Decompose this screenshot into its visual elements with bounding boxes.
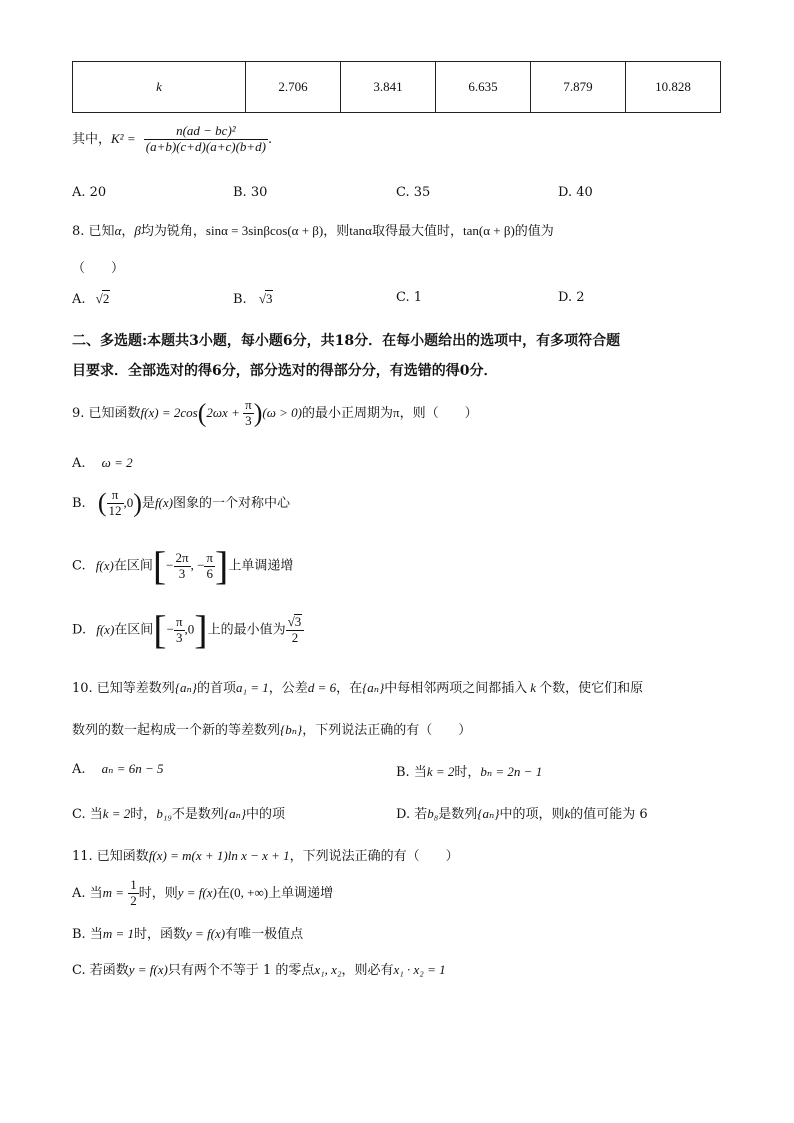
option-text: 时， xyxy=(454,765,481,780)
formula-suffix: . xyxy=(268,131,273,147)
table-cell: 6.635 xyxy=(436,62,531,113)
q11-text: ，下列说法正确的有（ ） xyxy=(289,849,459,864)
frac-den: 2 xyxy=(130,892,137,908)
option-text: 在区间 xyxy=(113,558,153,574)
section-heading-cont: 目要求．全部选对的得6分，部分选对的得部分分，有选错的得0分． xyxy=(72,363,498,379)
q9-inner: 2ωx + xyxy=(206,404,244,420)
option-text: 上的最小值为 xyxy=(207,622,286,638)
option-math: ω = 2 xyxy=(101,455,133,470)
q9-text: 9. 已知函数 xyxy=(72,405,141,421)
q8-answer-paren: （ ） xyxy=(72,261,125,276)
table-cell: 3.841 xyxy=(341,62,436,113)
q8-option-c: C. 1 xyxy=(396,290,423,305)
option-math: k = 2 xyxy=(102,806,131,821)
option-text: ，则必有 xyxy=(341,963,394,978)
q8-option-a xyxy=(72,290,110,307)
option-math: x₁, x₂ xyxy=(314,962,342,977)
q8-text: 取得最大值时， xyxy=(371,224,463,239)
q8-tan: tanα xyxy=(349,223,372,238)
q10-text: 数列的数一起构成一个新的等差数列 xyxy=(72,723,281,738)
q10-text: 的首项 xyxy=(196,681,236,696)
q10-option-b xyxy=(396,761,542,780)
q8-text: 的值为 xyxy=(514,224,554,239)
sqrt-radicand: 3 xyxy=(294,614,302,630)
frac-den: 12 xyxy=(108,502,122,518)
q11-option-b xyxy=(72,923,303,942)
formula-lhs: K² = xyxy=(111,130,136,146)
option-math: k xyxy=(564,806,571,821)
q7-option-a: A. 20 xyxy=(72,185,107,200)
option-math: k = 2 xyxy=(426,764,455,779)
option-text: 在 xyxy=(216,885,230,901)
q8-option-label: B. xyxy=(233,292,247,307)
section-heading: 二、多选题:本题共3小题，每小题6分，共18分．在每小题给出的选项中，有多项符合题 xyxy=(72,333,621,349)
q11-stem xyxy=(72,845,459,864)
option-math: ,0 xyxy=(184,621,195,637)
q10-math: a₁ = 1 xyxy=(236,680,269,695)
q10-math: k xyxy=(530,680,537,695)
one-half xyxy=(128,878,139,909)
option-text: 时， xyxy=(130,807,157,822)
q8-beta: β xyxy=(134,223,141,238)
frac-num: π xyxy=(175,613,183,629)
option-text: 上单调递增 xyxy=(228,558,294,574)
option-text: 有唯一极值点 xyxy=(225,927,304,942)
critical-value-table xyxy=(72,61,721,113)
option-math: ,0 xyxy=(123,494,134,510)
q8-text: ，则 xyxy=(323,224,350,239)
sqrt-radicand: 2 xyxy=(102,291,110,306)
option-math: f(x) xyxy=(96,621,115,637)
option-label: D. xyxy=(72,622,87,638)
option-label: A. xyxy=(72,762,86,777)
option-math: y = f(x) xyxy=(177,884,217,900)
option-text: 时，函数 xyxy=(134,927,187,942)
q10-math: {aₙ} xyxy=(174,680,197,695)
q10-stem-line2 xyxy=(72,719,471,738)
option-text: 是数列 xyxy=(438,807,478,822)
frac-den: 6 xyxy=(204,566,215,582)
q11-text: 11. 已知函数 xyxy=(72,849,149,864)
frac-num: 2π xyxy=(175,549,189,565)
q8-stem xyxy=(72,220,554,239)
q8-equation: sinα = 3sinβcos(α + β) xyxy=(205,223,324,238)
q9-text: 的最小正周期为 xyxy=(301,405,393,421)
q9-pi: π xyxy=(392,404,400,420)
q9-condition: (ω > 0) xyxy=(262,404,302,420)
q10-text: ，公差 xyxy=(268,681,308,696)
q7-option-c: C. 35 xyxy=(396,185,431,200)
q7-option-d: D. 40 xyxy=(558,185,593,200)
option-label: C. xyxy=(72,558,86,574)
frac-num: π xyxy=(111,487,119,502)
option-label: C. 若函数 xyxy=(72,963,129,978)
q10-option-c xyxy=(72,803,285,822)
q9-function: f(x) = 2cos xyxy=(140,404,198,420)
option-text: 只有两个不等于 1 的零点 xyxy=(167,963,315,978)
q10-option-a xyxy=(72,761,164,777)
q8-number: 8. xyxy=(72,224,85,239)
q9-option-d: D. f(x)在区间[− $\frac{\pi}{3}$ ,0]上的最小值为 $\frac{√3}{2}$ xyxy=(72,612,304,648)
option-label: D. 若 xyxy=(396,807,428,822)
q10-text: 10. 已知等差数列 xyxy=(72,681,175,696)
formula-numerator: n(ad − bc)² xyxy=(176,123,236,138)
interval-lower xyxy=(174,551,191,582)
q11-function: f(x) = m(x + 1)ln x − x + 1 xyxy=(148,848,290,863)
option-math: f(x) xyxy=(95,557,114,573)
min-value-fraction: $\frac{√3}{2}$ xyxy=(286,614,305,646)
option-math: aₙ = 6n − 5 xyxy=(101,761,164,776)
option-math: b₁₉ xyxy=(156,806,172,821)
q10-stem-line1 xyxy=(72,677,643,696)
q10-math: {bₙ} xyxy=(280,722,303,737)
option-math: (0, +∞) xyxy=(229,884,269,900)
frac-num: π xyxy=(206,549,213,565)
q7-option-b: B. 30 xyxy=(233,185,268,200)
option-math: {aₙ} xyxy=(477,806,500,821)
q10-option-d xyxy=(396,803,648,822)
formula-prefix: 其中， xyxy=(72,131,112,147)
option-text: 中的项，则 xyxy=(499,807,565,822)
interval-upper xyxy=(204,551,215,582)
option-text: 不是数列 xyxy=(171,807,224,822)
table-cell: 7.879 xyxy=(531,62,626,113)
q8-tan-sum: tan(α + β) xyxy=(462,223,515,238)
option-label: A. 当 xyxy=(72,885,103,901)
table-cell-k: k xyxy=(73,62,246,113)
q11-option-c xyxy=(72,959,446,978)
option-text: 中的项 xyxy=(246,807,286,822)
q9-text: ，则（ ） xyxy=(399,405,478,421)
option-text: 的值可能为 6 xyxy=(570,807,648,822)
q8-option-b xyxy=(233,290,273,307)
option-text: 图象的一个对称中心 xyxy=(172,495,290,511)
option-math: y = f(x) xyxy=(186,926,226,941)
frac-num: π xyxy=(245,397,252,412)
q10-text: 中每相邻两项之间都插入 xyxy=(384,681,528,696)
option-math: bₙ = 2n − 1 xyxy=(480,764,543,779)
q11-option-a xyxy=(72,878,333,909)
k-squared-formula xyxy=(72,124,272,155)
option-math: x₁ · x₂ = 1 xyxy=(393,962,446,977)
q9-option-a xyxy=(72,455,133,471)
formula-denominator: (a+b)(c+d)(a+c)(b+d) xyxy=(145,138,267,154)
option-math: {aₙ} xyxy=(223,806,247,821)
q9-stem: 9. 已知函数f(x) = 2cos(2ωx + $\frac{\pi}{3}$ )(ω > 0)的最小正周期为π，则（ ） xyxy=(72,397,478,428)
sqrt-symbol: √ xyxy=(95,291,103,306)
q9-option-c: C. f(x)在区间[− $\frac{2\pi}{3}$ , − $\frac{\pi}{6}$ ]上单调递增 xyxy=(72,543,294,588)
frac-den: 2 xyxy=(286,630,305,646)
frac-den: 3 xyxy=(174,566,191,582)
table-cell: 10.828 xyxy=(626,62,721,113)
q10-text: ，下列说法正确的有（ ） xyxy=(302,723,472,738)
option-label: B. 当 xyxy=(396,765,427,780)
frac-num: 1 xyxy=(130,877,137,892)
q10-text: 个数，使它们和原 xyxy=(539,681,644,696)
pi-over-twelve xyxy=(107,488,124,519)
option-math: b₈ xyxy=(427,806,439,821)
option-text: 在区间 xyxy=(114,622,154,638)
option-label: B. 当 xyxy=(72,927,103,942)
q8-option-label: A. xyxy=(72,292,86,307)
sqrt-symbol: √ xyxy=(258,291,266,306)
option-label: C. 当 xyxy=(72,807,103,822)
q8-text: 均为锐角， xyxy=(140,224,206,239)
table-cell: 2.706 xyxy=(246,62,341,113)
frac-den: 3 xyxy=(174,630,185,646)
option-math: f(x) xyxy=(154,494,173,510)
option-math: m = 1 xyxy=(102,926,134,941)
q8-text: ， xyxy=(121,224,135,239)
q10-text: ，在 xyxy=(336,681,363,696)
option-label: B. xyxy=(72,495,86,511)
sqrt-radicand: 3 xyxy=(265,291,273,306)
q9-option-b: B. ( $\frac{\pi}{12}$ ,0)是f(x)图象的一个对称中心 xyxy=(72,487,290,518)
formula-fraction xyxy=(144,124,268,155)
option-math: y = f(x) xyxy=(128,962,168,977)
frac-den: 3 xyxy=(243,413,254,429)
q8-option-d: D. 2 xyxy=(558,290,585,305)
interval-lower xyxy=(174,615,185,646)
pi-over-three xyxy=(243,398,254,429)
table-row xyxy=(73,62,721,113)
q10-math: {aₙ} xyxy=(362,680,385,695)
q8-alpha: α xyxy=(114,223,122,238)
option-text: 上单调递增 xyxy=(268,885,334,901)
q8-text: 已知 xyxy=(88,224,115,239)
q10-math: d = 6 xyxy=(307,680,337,695)
option-label: A. xyxy=(72,456,86,471)
option-text: 是 xyxy=(141,495,155,511)
option-text: 时，则 xyxy=(138,885,178,901)
option-math: m = xyxy=(102,884,125,900)
